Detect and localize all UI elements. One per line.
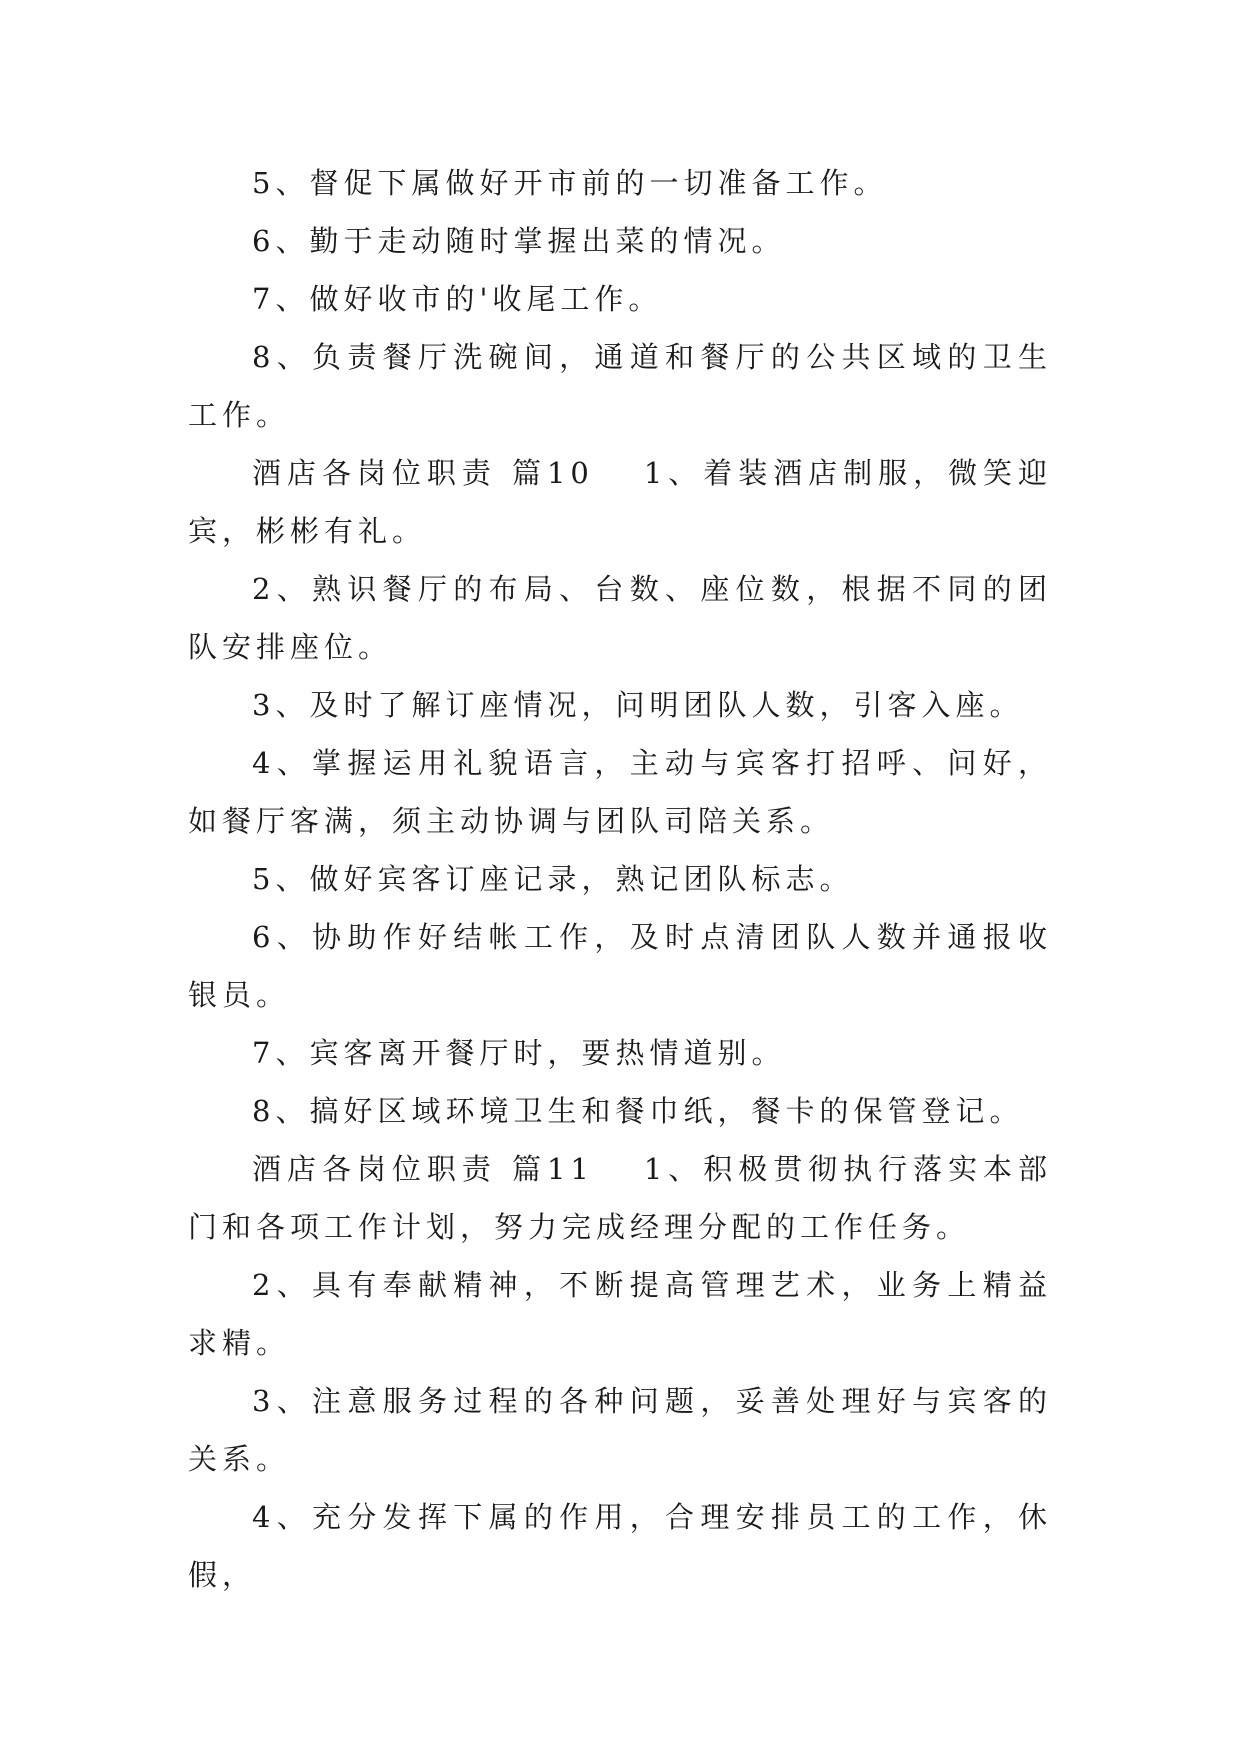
paragraph-item-4c: 4、充分发挥下属的作用，合理安排员工的工作，休假， <box>188 1500 1052 1592</box>
section-first-item: 1、积极贯彻执行落实本部门和各项工作计划，努力完成经理分配的工作任务。 <box>188 1152 1053 1244</box>
paragraph-item-6b: 6、协助作好结帐工作，及时点清团队人数并通报收银员。 <box>188 920 1052 1012</box>
paragraph-item-3: 3、及时了解订座情况，问明团队人数，引客入座。 <box>252 688 1024 722</box>
paragraph-item-2c: 2、具有奉献精神，不断提高管理艺术，业务上精益求精。 <box>188 1268 1052 1360</box>
section-heading: 酒店各岗位职责 篇11 <box>252 1152 594 1186</box>
paragraph-item-5: 5、督促下属做好开市前的一切准备工作。 <box>252 166 888 200</box>
section-11-paragraph <box>188 1140 1052 1256</box>
paragraph-item-4: 4、掌握运用礼貌语言，主动与宾客打招呼、问好，如餐厅客满，须主动协调与团队司陪关系。 <box>188 746 1052 838</box>
section-heading: 酒店各岗位职责 篇10 <box>252 456 594 490</box>
paragraph-item-8: 8、负责餐厅洗碗间，通道和餐厅的公共区域的卫生工作。 <box>188 340 1052 432</box>
paragraph-item-3c: 3、注意服务过程的各种问题，妥善处理好与宾客的关系。 <box>188 1384 1052 1476</box>
paragraph-item-6: 6、勤于走动随时掌握出菜的情况。 <box>252 224 786 258</box>
section-first-item: 1、着装酒店制服，微笑迎宾，彬彬有礼。 <box>188 456 1053 548</box>
paragraph-item-5b: 5、做好宾客订座记录，熟记团队标志。 <box>252 862 854 896</box>
section-10-paragraph <box>188 444 1052 560</box>
paragraph-item-8b: 8、搞好区域环境卫生和餐巾纸，餐卡的保管登记。 <box>252 1094 1024 1128</box>
paragraph-item-7: 7、做好收市的'收尾工作。 <box>252 282 663 316</box>
paragraph-item-7b: 7、宾客离开餐厅时，要热情道别。 <box>252 1036 786 1070</box>
paragraph-item-2: 2、熟识餐厅的布局、台数、座位数，根据不同的团队安排座位。 <box>188 572 1052 664</box>
document-body <box>188 154 1052 1604</box>
